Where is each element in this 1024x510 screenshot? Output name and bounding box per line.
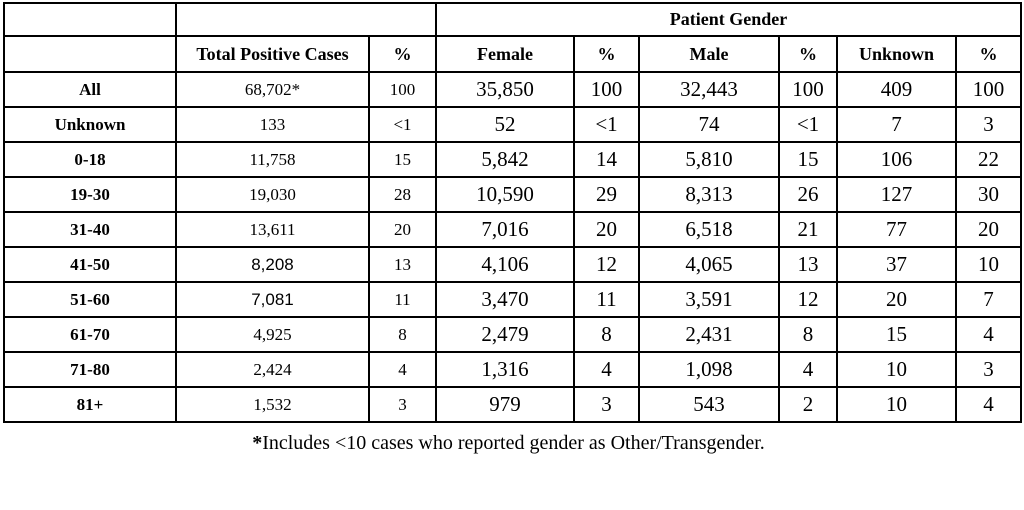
- column-header-total-pct: %: [369, 36, 436, 72]
- table-cell: 3,470: [436, 282, 574, 317]
- table-cell: 12: [574, 247, 639, 282]
- table-cell: 8,208: [176, 247, 369, 282]
- table-cell: 5,810: [639, 142, 779, 177]
- table-cell: <1: [779, 107, 837, 142]
- table-cell: 10: [837, 387, 956, 422]
- row-label: 71-80: [4, 352, 176, 387]
- table-cell: 13: [779, 247, 837, 282]
- table-cell: 8: [574, 317, 639, 352]
- table-cell: 32,443: [639, 72, 779, 107]
- table-cell: 3,591: [639, 282, 779, 317]
- footnote-text: Includes <10 cases who reported gender as Other/Transgender.: [262, 432, 765, 454]
- table-cell: 5,842: [436, 142, 574, 177]
- table-cell: 100: [574, 72, 639, 107]
- table-cell: 35,850: [436, 72, 574, 107]
- table-cell: 543: [639, 387, 779, 422]
- table-cell: 133: [176, 107, 369, 142]
- table-cell: 4: [369, 352, 436, 387]
- table-cell: 409: [837, 72, 956, 107]
- table-cell: 7: [956, 282, 1021, 317]
- table-cell: 1,532: [176, 387, 369, 422]
- table-cell: 15: [369, 142, 436, 177]
- table-cell: 29: [574, 177, 639, 212]
- table-cell: 37: [837, 247, 956, 282]
- row-label: 51-60: [4, 282, 176, 317]
- table-cell: 8,313: [639, 177, 779, 212]
- table-row: [4, 387, 1021, 422]
- row-label: 81+: [4, 387, 176, 422]
- table-cell: 4: [956, 317, 1021, 352]
- table-cell: 2,431: [639, 317, 779, 352]
- table-cell: 14: [574, 142, 639, 177]
- table-cell: 4,065: [639, 247, 779, 282]
- table-row: [4, 142, 1021, 177]
- totals-group-empty-cell: [176, 3, 436, 36]
- table-cell: 20: [837, 282, 956, 317]
- patient-gender-table: [3, 2, 1022, 423]
- table-cell: 4,106: [436, 247, 574, 282]
- table-cell: 12: [779, 282, 837, 317]
- table-cell: 52: [436, 107, 574, 142]
- table-cell: 4: [574, 352, 639, 387]
- table-row: [4, 177, 1021, 212]
- table-cell: 19,030: [176, 177, 369, 212]
- row-label: 61-70: [4, 317, 176, 352]
- table-row: [4, 317, 1021, 352]
- group-header-row: [4, 3, 1021, 36]
- table-cell: 3: [956, 107, 1021, 142]
- footnote-asterisk: *: [252, 432, 263, 454]
- table-cell: 1,316: [436, 352, 574, 387]
- table-row: [4, 72, 1021, 107]
- table-cell: 13: [369, 247, 436, 282]
- column-header-total-positive-cases: Total Positive Cases: [176, 36, 369, 72]
- row-label: 41-50: [4, 247, 176, 282]
- column-header-female-pct: %: [574, 36, 639, 72]
- column-header-male-pct: %: [779, 36, 837, 72]
- table-cell: 4: [956, 387, 1021, 422]
- table-cell: 30: [956, 177, 1021, 212]
- table-cell: 100: [956, 72, 1021, 107]
- table-cell: 10,590: [436, 177, 574, 212]
- table-cell: 28: [369, 177, 436, 212]
- table-cell: 4,925: [176, 317, 369, 352]
- column-header-row: [4, 36, 1021, 72]
- table-cell: 100: [369, 72, 436, 107]
- table-cell: 100: [779, 72, 837, 107]
- table-cell: 15: [779, 142, 837, 177]
- table-cell: 7: [837, 107, 956, 142]
- table-cell: 8: [779, 317, 837, 352]
- table-row: [4, 352, 1021, 387]
- row-label: All: [4, 72, 176, 107]
- table-cell: 1,098: [639, 352, 779, 387]
- column-header-female: Female: [436, 36, 574, 72]
- table-row: [4, 107, 1021, 142]
- table-cell: 3: [956, 352, 1021, 387]
- column-header-male: Male: [639, 36, 779, 72]
- row-label: Unknown: [4, 107, 176, 142]
- table-cell: <1: [574, 107, 639, 142]
- table-cell: 20: [369, 212, 436, 247]
- table-cell: 2,479: [436, 317, 574, 352]
- table-cell: 77: [837, 212, 956, 247]
- table-cell: 10: [956, 247, 1021, 282]
- row-label-header-empty: [4, 36, 176, 72]
- patient-gender-group-header: Patient Gender: [436, 3, 1021, 36]
- table-cell: 11: [574, 282, 639, 317]
- table-row: [4, 247, 1021, 282]
- table-cell: 7,081: [176, 282, 369, 317]
- table-cell: 3: [369, 387, 436, 422]
- table-cell: 22: [956, 142, 1021, 177]
- table-cell: 11: [369, 282, 436, 317]
- table-cell: 15: [837, 317, 956, 352]
- column-header-unknown: Unknown: [837, 36, 956, 72]
- table-cell: 979: [436, 387, 574, 422]
- table-cell: 4: [779, 352, 837, 387]
- table-cell: 106: [837, 142, 956, 177]
- table-cell: 20: [956, 212, 1021, 247]
- table-cell: 74: [639, 107, 779, 142]
- table-cell: <1: [369, 107, 436, 142]
- table-cell: 11,758: [176, 142, 369, 177]
- table-cell: 10: [837, 352, 956, 387]
- table-cell: 2,424: [176, 352, 369, 387]
- table-cell: 26: [779, 177, 837, 212]
- corner-empty-cell: [4, 3, 176, 36]
- table-cell: 13,611: [176, 212, 369, 247]
- table-cell: 20: [574, 212, 639, 247]
- row-label: 31-40: [4, 212, 176, 247]
- table-row: [4, 282, 1021, 317]
- table-row: [4, 212, 1021, 247]
- table-body: [4, 72, 1021, 422]
- table-cell: 127: [837, 177, 956, 212]
- table-cell: 7,016: [436, 212, 574, 247]
- column-header-unknown-pct: %: [956, 36, 1021, 72]
- table-cell: 2: [779, 387, 837, 422]
- row-label: 19-30: [4, 177, 176, 212]
- table-cell: 68,702*: [176, 72, 369, 107]
- table-cell: 3: [574, 387, 639, 422]
- footnote: [0, 432, 1017, 455]
- row-label: 0-18: [4, 142, 176, 177]
- document-page: [0, 2, 1024, 510]
- table-cell: 8: [369, 317, 436, 352]
- table-cell: 21: [779, 212, 837, 247]
- table-cell: 6,518: [639, 212, 779, 247]
